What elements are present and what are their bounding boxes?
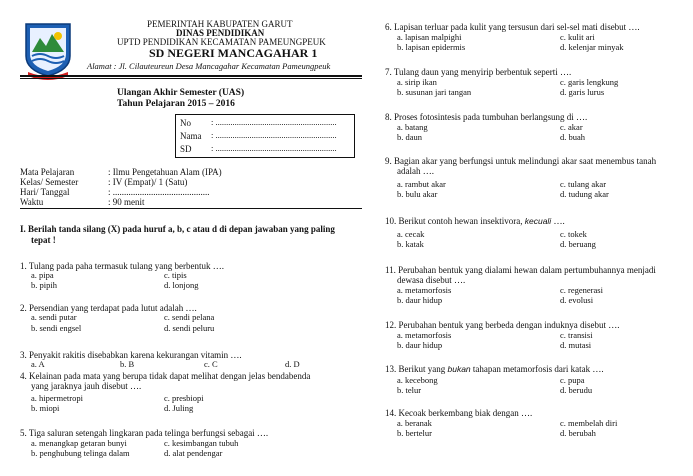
q6-option-b[interactable]: b. lapisan epidermis xyxy=(397,42,466,52)
q12-option-c[interactable]: c. transisi xyxy=(560,330,593,340)
q14-option-d[interactable]: d. berubah xyxy=(560,428,596,438)
exam-title: Ulangan Akhir Semester (UAS) xyxy=(117,88,245,98)
q11-option-b[interactable]: b. daur hidup xyxy=(397,295,443,305)
q1-option-d[interactable]: d. lonjong xyxy=(164,280,199,290)
q5-option-b[interactable]: b. penghubung telinga dalam xyxy=(31,448,130,458)
info-label-date: Hari/ Tanggal xyxy=(20,187,70,197)
info-label-time: Waktu xyxy=(20,197,44,207)
q3-option-d[interactable]: d. D xyxy=(285,359,300,369)
q11-option-c[interactable]: c. regenerasi xyxy=(560,285,603,295)
q10-option-a[interactable]: a. cecak xyxy=(397,229,425,239)
section-instruction: I. Berilah tanda silang (X) pada huruf a, b, c atau d di depan jawaban yang paling xyxy=(20,224,335,234)
id-sd-field[interactable]: : ......................................................... xyxy=(211,143,337,153)
q13-option-c[interactable]: c. pupa xyxy=(560,375,585,385)
question-9-cont: adalah …. xyxy=(397,166,434,176)
question-7: 7. Tulang daun yang menyirip berbentuk seperti …. xyxy=(385,67,572,77)
q14-option-a[interactable]: a. beranak xyxy=(397,418,432,428)
id-nama-field[interactable]: : ......................................................... xyxy=(211,130,337,140)
q1-option-c[interactable]: c. tipis xyxy=(164,270,187,280)
question-12: 12. Perubahan bentuk yang berbeda dengan induknya disebut …. xyxy=(385,320,620,330)
q9-option-b[interactable]: b. bulu akar xyxy=(397,189,438,199)
q4-option-b[interactable]: b. miopi xyxy=(31,403,60,413)
header-divider-thick xyxy=(20,75,362,77)
exam-year: Tahun Pelajaran 2015 – 2016 xyxy=(117,99,235,109)
q13-option-b[interactable]: b. telur xyxy=(397,385,422,395)
q7-option-b[interactable]: b. susunan jari tangan xyxy=(397,87,472,97)
id-sd-label: SD xyxy=(180,144,192,154)
q4-option-a[interactable]: a. hipermetropi xyxy=(31,393,83,403)
info-value-time: : 90 menit xyxy=(108,197,145,207)
q6-option-a[interactable]: a. lapisan malpighi xyxy=(397,32,462,42)
question-4-cont: yang jaraknya jauh disebut …. xyxy=(31,381,142,391)
q9-option-d[interactable]: d. tudung akar xyxy=(560,189,609,199)
q4-option-c[interactable]: c. presbiopi xyxy=(164,393,204,403)
q8-option-b[interactable]: b. daun xyxy=(397,132,423,142)
question-13-text: 13. Berikut yang xyxy=(385,364,448,374)
question-3: 3. Penyakit rakitis disebabkan karena kekurangan vitamin …. xyxy=(20,350,242,360)
id-nama-label: Nama xyxy=(180,131,202,141)
q3-option-b[interactable]: b. B xyxy=(120,359,135,369)
question-8: 8. Proses fotosintesis pada tumbuhan berlangsung di …. xyxy=(385,112,588,122)
header-line-1: PEMERINTAH KABUPATEN GARUT xyxy=(147,19,293,29)
question-14: 14. Kecoak berkembang biak dengan …. xyxy=(385,408,533,418)
q10-option-c[interactable]: c. tokek xyxy=(560,229,587,239)
info-label-subject: Mata Pelajaran xyxy=(20,167,75,177)
header-line-2: DINAS PENDIDIKAN xyxy=(176,28,265,38)
q2-option-b[interactable]: b. sendi engsel xyxy=(31,323,82,333)
q9-option-a[interactable]: a. rambut akar xyxy=(397,179,446,189)
q4-option-d[interactable]: d. Juling xyxy=(164,403,194,413)
question-11: 11. Perubahan bentuk yang dialami hewan dalam pertumbuhannya menjadi xyxy=(385,265,656,275)
q13-option-a[interactable]: a. kecebong xyxy=(397,375,438,385)
question-10-text: 10. Berikut contoh hewan insektivora, xyxy=(385,216,525,226)
q2-option-c[interactable]: c. sendi pelana xyxy=(164,312,215,322)
q14-option-b[interactable]: b. bertelur xyxy=(397,428,432,438)
question-5: 5. Tiga saluran setengah lingkaran pada telinga berfungsi sebagai …. xyxy=(20,428,269,438)
info-divider xyxy=(20,208,362,209)
section-instruction-2: tepat ! xyxy=(31,235,56,245)
garut-regency-logo xyxy=(22,18,74,80)
info-value-date[interactable]: : ........................................... xyxy=(108,187,210,197)
q8-option-c[interactable]: c. akar xyxy=(560,122,583,132)
question-13-end: tahapan metamorfosis dari katak …. xyxy=(470,364,604,374)
q12-option-b[interactable]: b. daur hidup xyxy=(397,340,443,350)
q6-option-c[interactable]: c. kulit ari xyxy=(560,32,595,42)
q5-option-a[interactable]: a. menangkap getaran bunyi xyxy=(31,438,127,448)
q12-option-d[interactable]: d. mutasi xyxy=(560,340,592,350)
question-10 xyxy=(385,216,565,226)
q14-option-c[interactable]: c. membelah diri xyxy=(560,418,618,428)
q2-option-a[interactable]: a. sendi putar xyxy=(31,312,77,322)
q3-option-c[interactable]: c. C xyxy=(204,359,218,369)
header-divider-thin xyxy=(20,78,362,79)
question-10-kecuali: kecuali xyxy=(524,216,552,226)
question-4: 4. Kelainan pada mata yang berupa tidak dapat melihat dengan jelas bendabenda xyxy=(20,371,311,381)
q7-option-a[interactable]: a. sirip ikan xyxy=(397,77,437,87)
q11-option-d[interactable]: d. evolusi xyxy=(560,295,594,305)
id-no-label: No xyxy=(180,118,191,128)
q9-option-c[interactable]: c. tulang akar xyxy=(560,179,607,189)
question-13-bukan: bukan xyxy=(447,364,471,374)
q6-option-d[interactable]: d. kelenjar minyak xyxy=(560,42,624,52)
id-no-field[interactable]: : ......................................................... xyxy=(211,117,337,127)
question-13 xyxy=(385,364,604,374)
q10-option-b[interactable]: b. katak xyxy=(397,239,424,249)
info-value-class: : IV (Empat)/ 1 (Satu) xyxy=(108,177,188,187)
q1-option-a[interactable]: a. pipa xyxy=(31,270,54,280)
q8-option-a[interactable]: a. batang xyxy=(397,122,428,132)
info-value-subject: : Ilmu Pengetahuan Alam (IPA) xyxy=(108,167,222,177)
q7-option-c[interactable]: c. garis lengkung xyxy=(560,77,619,87)
q11-option-a[interactable]: a. metamorfosis xyxy=(397,285,452,295)
q13-option-d[interactable]: d. berudu xyxy=(560,385,593,395)
q3-option-a[interactable]: a. A xyxy=(31,359,45,369)
q12-option-a[interactable]: a. metamorfosis xyxy=(397,330,452,340)
q1-option-b[interactable]: b. pipih xyxy=(31,280,57,290)
question-10-end: …. xyxy=(551,216,565,226)
info-label-class: Kelas/ Semester xyxy=(20,177,79,187)
q2-option-d[interactable]: d. sendi peluru xyxy=(164,323,215,333)
q7-option-d[interactable]: d. garis lurus xyxy=(560,87,605,97)
q10-option-d[interactable]: d. beruang xyxy=(560,239,596,249)
q5-option-c[interactable]: c. kesimbangan tubuh xyxy=(164,438,239,448)
question-9: 9. Bagian akar yang berfungsi untuk melindungi akar saat menembus tanah xyxy=(385,156,657,166)
question-2: 2. Persendian yang terdapat pada lutut adalah …. xyxy=(20,303,197,313)
school-address: Alamat : Jl. Cilauteureun Desa Mancagahar Kecamatan Pameungpeuk xyxy=(87,61,331,71)
question-11-cont: dewasa disebut …. xyxy=(397,275,466,285)
question-6: 6. Lapisan terluar pada kulit yang tersusun dari sel-sel mati disebut …. xyxy=(385,22,640,32)
q8-option-d[interactable]: d. buah xyxy=(560,132,586,142)
q5-option-d[interactable]: d. alat pendengar xyxy=(164,448,223,458)
header-line-3: UPTD PENDIDIKAN KECAMATAN PAMEUNGPEUK xyxy=(117,37,326,47)
question-1: 1. Tulang pada paha termasuk tulang yang berbentuk …. xyxy=(20,261,224,271)
school-name: SD NEGERI MANCAGAHAR 1 xyxy=(149,46,318,60)
